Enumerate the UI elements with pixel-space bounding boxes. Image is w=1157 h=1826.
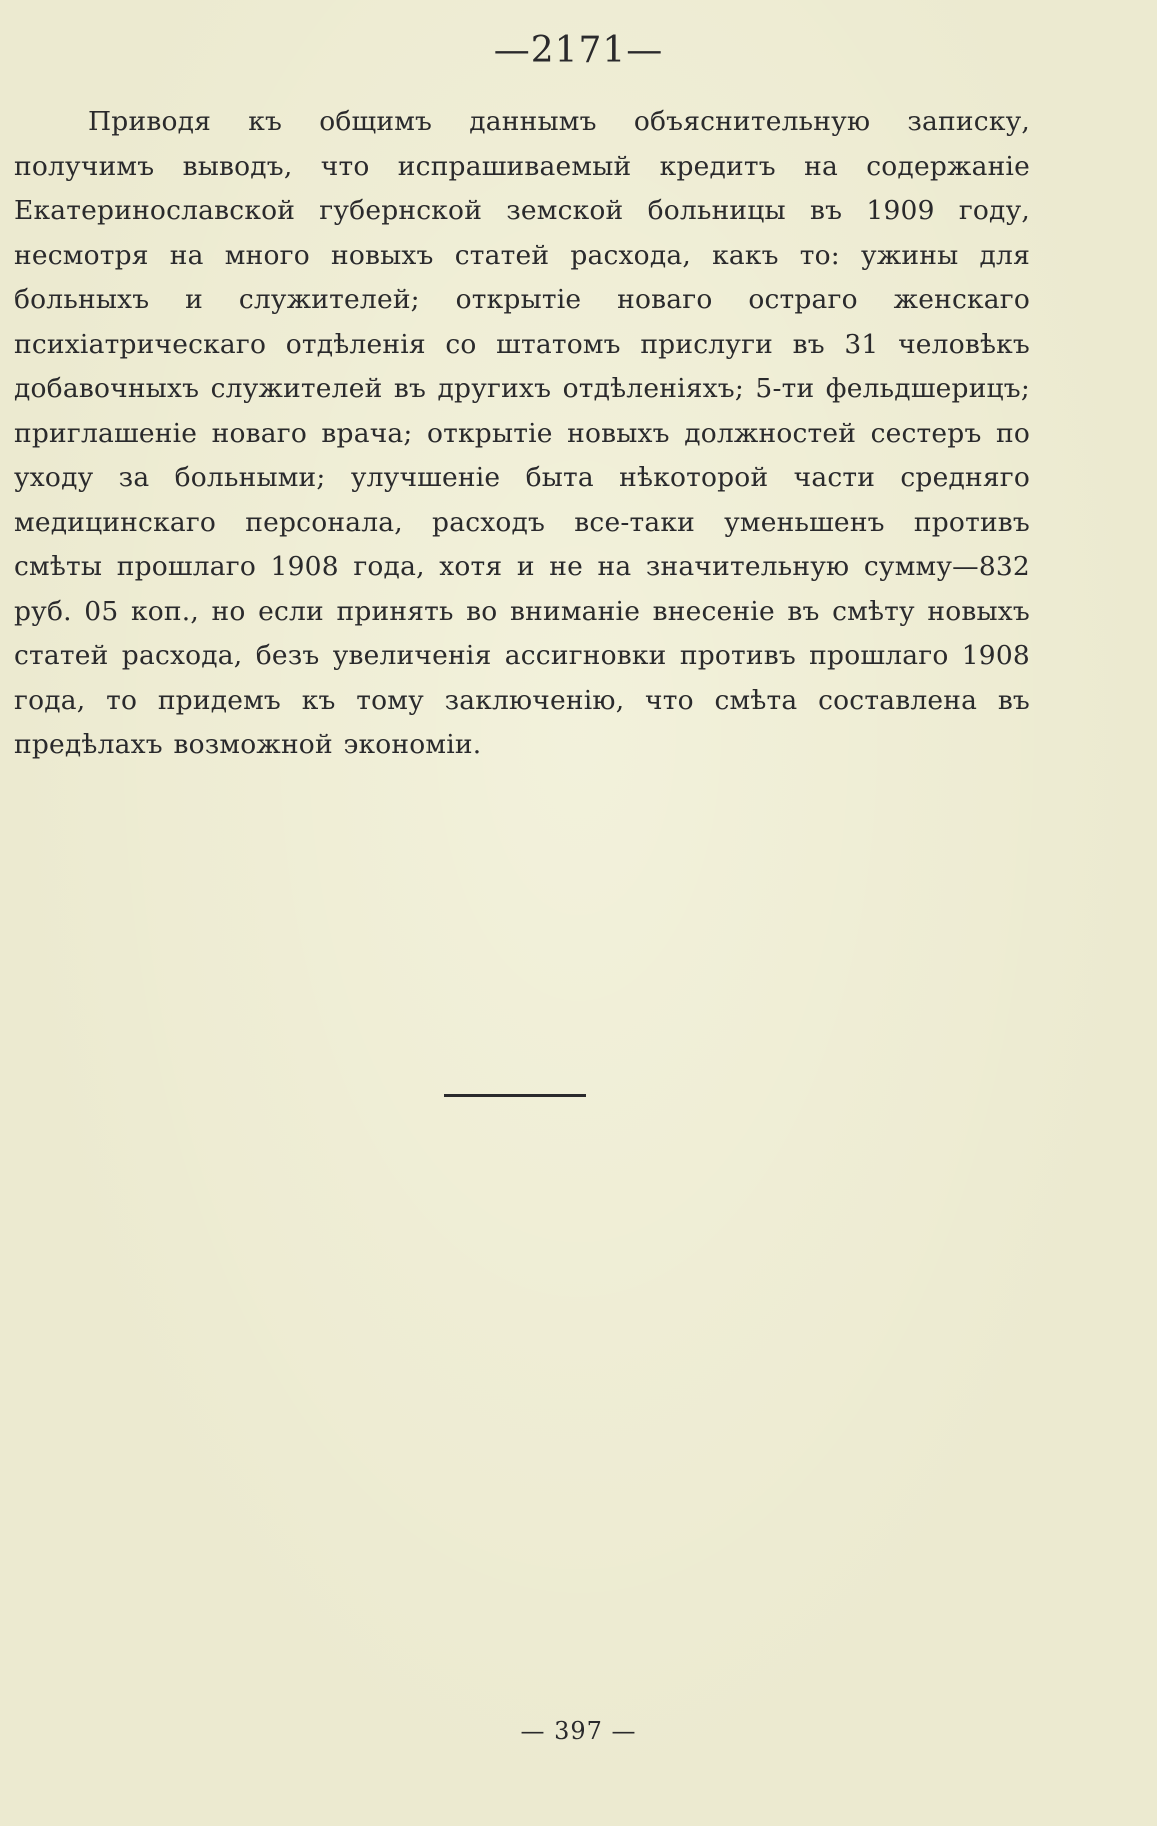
page-header-number: —2171— [493,30,664,71]
page-footer-number: — 397 — [520,1717,637,1745]
body-paragraph: Приводя къ общимъ даннымъ объяснительную записку, получимъ выводъ, что испрашиваемый кредитъ на содержаніе Екатеринославской губернской земской больницы въ 1909 году, несмотря на много новыхъ статей расхода, какъ то: ужины для больныхъ и служителей; открытіе новаго остраго женскаго психіатрическаго отдѣленія со штатомъ прислуги въ 31 человѣкъ добавочныхъ служителей въ другихъ отдѣленіяхъ; 5-ти фельдшерицъ; приглашеніе новаго врача; открытіе новыхъ должностей сестеръ по уходу за больными; улучшеніе быта нѣкоторой части средняго медицинскаго персонала, расходъ все-таки уменьшенъ противъ смѣты прошлаго 1908 года, хотя и не на значительную сумму—832 руб. 05 коп., но если принять во вниманіе внесеніе въ смѣту новыхъ статей расхода, безъ увеличенія ассигновки противъ прошлаго 1908 года, то придемъ къ тому заключенію, что смѣта составлена въ предѣлахъ возможной экономіи. [14,106,1030,760]
section-divider [444,1094,586,1097]
